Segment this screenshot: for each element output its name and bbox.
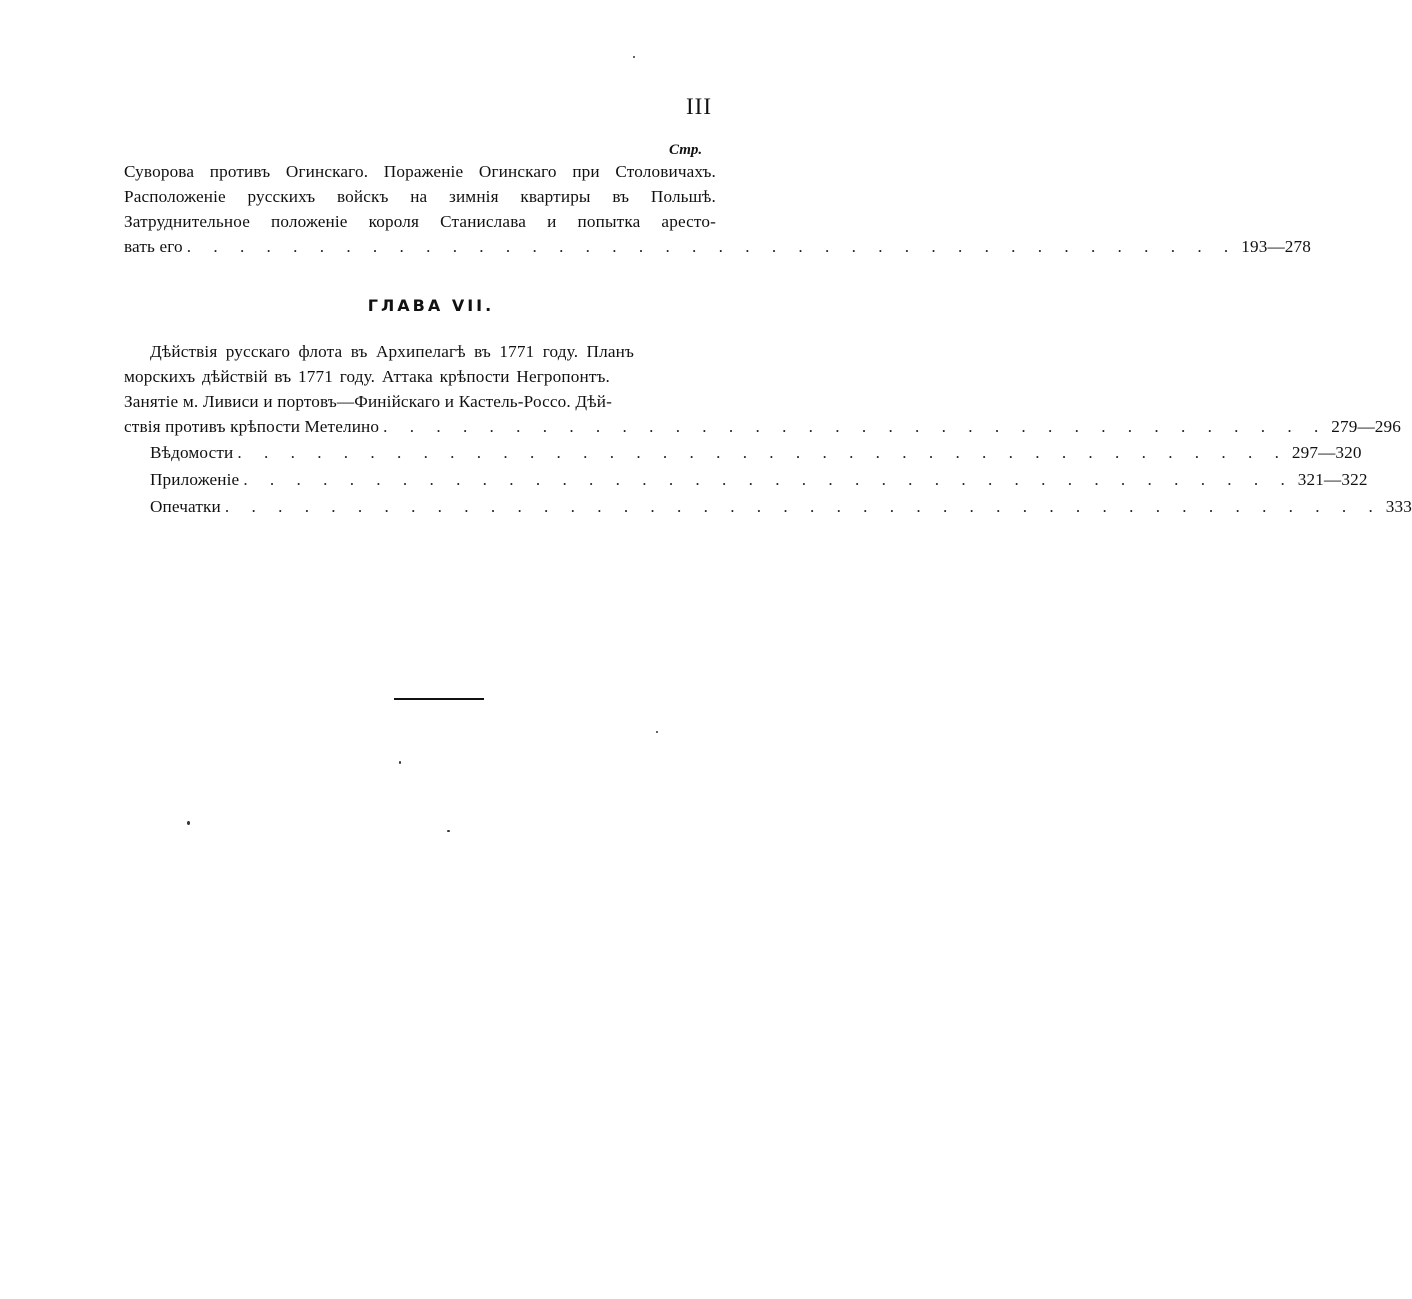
dot-leader: . . . . . . . . . . . . . . . . . . . . . . . . . . . . . . . . . . . . . . . . — [237, 443, 1288, 462]
dot-leader: . . . . . . . . . . . . . . . . . . . . . . . . . . . . . . . . . . . . . . . . — [243, 470, 1294, 489]
entry-line: морскихъ дѣйствій въ 1771 году. Аттака крѣпости Негропонтъ. — [124, 367, 610, 386]
scan-speck — [399, 761, 401, 764]
scan-speck — [447, 830, 450, 832]
scan-speck — [656, 731, 658, 733]
entry-line: Затруднительное положеніе короля Станислава и попытка аресто- — [124, 212, 716, 231]
toc-appendix-list — [150, 439, 1412, 520]
pages-column-label: Стр. — [669, 142, 703, 158]
page-range: 279—296 — [1331, 417, 1402, 436]
entry-text: ствія противъ крѣпости Метелино — [124, 417, 380, 436]
entry-text: Вѣдомости — [150, 443, 234, 462]
page-range: 193—278 — [1241, 237, 1312, 256]
dot-leader: . . . . . . . . . . . . . . . . . . . . . . . . . . . . . . . . . . . . . . . . . . . . — [224, 497, 1382, 516]
scan-speck — [187, 821, 190, 825]
scan-speck — [633, 56, 635, 58]
entry-text: Опечатки — [150, 497, 221, 516]
page-range: 333 — [1385, 497, 1412, 516]
page-range: 297—320 — [1291, 443, 1362, 462]
toc-entry-chapter-vii — [150, 339, 716, 364]
chapter-heading: ГЛАВА VII. — [367, 296, 495, 315]
entry-last-line — [124, 234, 1312, 259]
toc-item-opechatki — [150, 493, 1412, 520]
entry-text: вать его — [124, 237, 183, 256]
dot-leader: . . . . . . . . . . . . . . . . . . . . . . . . . . . . . . . . . . . . — [383, 417, 1328, 436]
entry-line: Занятіе м. Ливиси и портовъ—Финійскаго и Кастель-Россо. Дѣй- — [124, 392, 612, 411]
entry-last-line — [124, 414, 1402, 439]
entry-text: Приложеніе — [150, 470, 240, 489]
entry-line: Дѣйствія русскаго флота въ Архипелагѣ въ 1771 году. Планъ — [150, 342, 634, 361]
closing-rule — [394, 698, 484, 700]
entry-line: Расположеніе русскихъ войскъ на зимнія квартиры въ Польшѣ. — [124, 187, 716, 206]
entry-line: Суворова противъ Огинскаго. Пораженіе Огинскаго при Столовичахъ. — [124, 162, 716, 181]
toc-entry-chapter-vi-end — [124, 159, 1312, 259]
toc-entry-chapter-vii-cont — [124, 364, 1402, 439]
page-range: 321—322 — [1297, 470, 1368, 489]
toc-item-vedomosti — [150, 439, 1362, 466]
dot-leader: . . . . . . . . . . . . . . . . . . . . . . . . . . . . . . . . . . . . . . . . — [186, 237, 1238, 256]
toc-item-prilozhenie — [150, 466, 1368, 493]
page-number: III — [686, 94, 712, 119]
